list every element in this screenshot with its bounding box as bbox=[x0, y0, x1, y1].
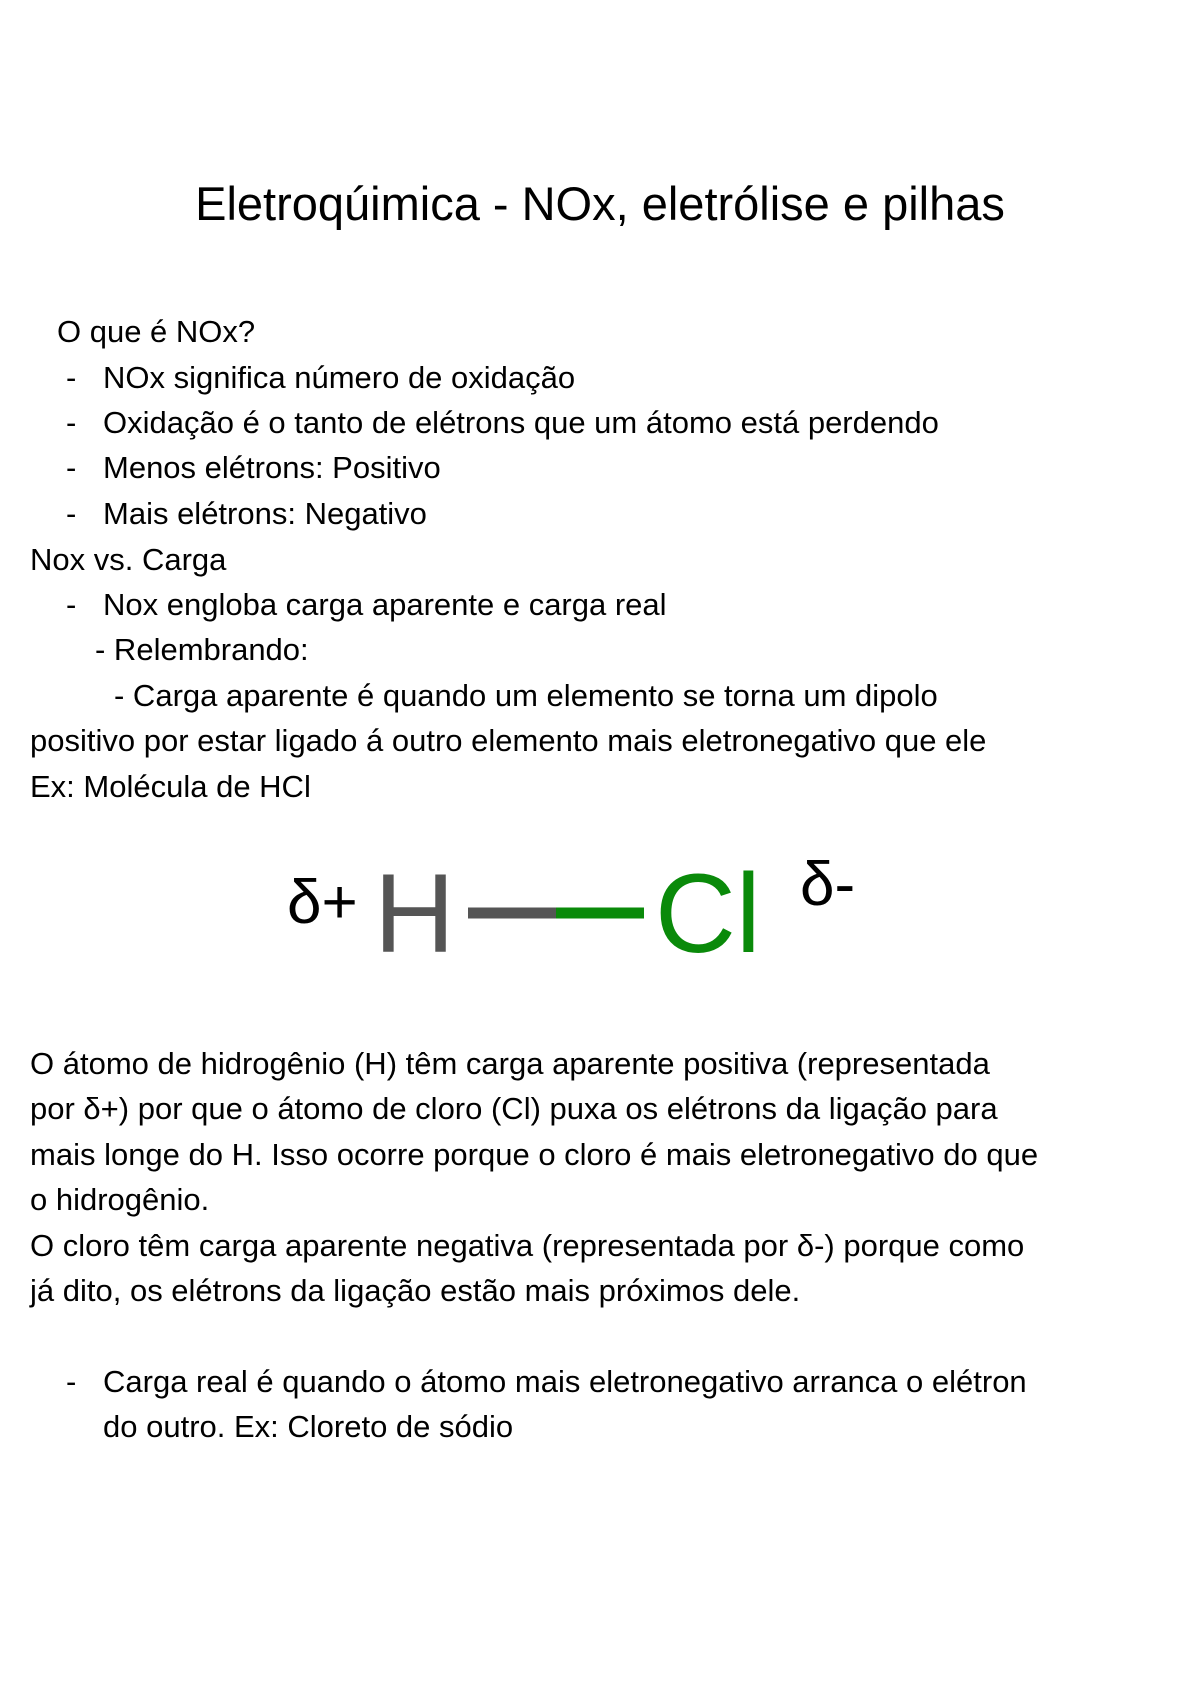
list-marker: - bbox=[66, 587, 77, 622]
paragraph-line: O cloro têm carga aparente negativa (representada por δ-) porque como bbox=[30, 1228, 1025, 1263]
list-marker: - bbox=[66, 450, 77, 485]
hcl-molecule-diagram bbox=[0, 830, 1200, 980]
paragraph-line: positivo por estar ligado á outro elemento mais eletronegativo que ele bbox=[30, 723, 987, 758]
paragraph-line: mais longe do H. Isso ocorre porque o cloro é mais eletronegativo do que bbox=[30, 1137, 1039, 1172]
list-marker: - bbox=[66, 405, 77, 440]
paragraph-line: O átomo de hidrogênio (H) têm carga aparente positiva (representada bbox=[30, 1046, 990, 1081]
list-item: Nox engloba carga aparente e carga real bbox=[103, 587, 667, 622]
sub-list-item: - Relembrando: bbox=[95, 632, 309, 667]
chlorine-atom-label: Cl bbox=[655, 851, 761, 976]
section-heading-nox: O que é NOx? bbox=[57, 314, 256, 349]
delta-minus-label: δ- bbox=[800, 850, 856, 919]
example-line: Ex: Molécula de HCl bbox=[30, 769, 311, 804]
hydrogen-atom-label: H bbox=[374, 851, 455, 976]
section-heading-carga: Nox vs. Carga bbox=[30, 542, 227, 577]
paragraph-line: por δ+) por que o átomo de cloro (Cl) puxa os elétrons da ligação para bbox=[30, 1091, 998, 1126]
paragraph-line: o hidrogênio. bbox=[30, 1182, 210, 1217]
list-marker: - bbox=[66, 496, 77, 531]
list-item: NOx significa número de oxidação bbox=[103, 360, 576, 395]
list-item-continuation: do outro. Ex: Cloreto de sódio bbox=[103, 1409, 514, 1444]
list-item: Mais elétrons: Negativo bbox=[103, 496, 427, 531]
list-item: Oxidação é o tanto de elétrons que um átomo está perdendo bbox=[103, 405, 939, 440]
delta-plus-label: δ+ bbox=[287, 868, 358, 937]
list-item: Menos elétrons: Positivo bbox=[103, 450, 441, 485]
list-marker: - bbox=[66, 1364, 77, 1399]
page-title: Eletroqúimica - NOx, eletrólise e pilhas bbox=[195, 177, 1005, 230]
sub-sub-list-item: - Carga aparente é quando um elemento se torna um dipolo bbox=[114, 678, 938, 713]
paragraph-line: já dito, os elétrons da ligação estão mais próximos dele. bbox=[30, 1273, 801, 1308]
list-marker: - bbox=[66, 360, 77, 395]
list-item: Carga real é quando o átomo mais eletronegativo arranca o elétron bbox=[103, 1364, 1027, 1399]
hcl-bond bbox=[0, 830, 1200, 980]
